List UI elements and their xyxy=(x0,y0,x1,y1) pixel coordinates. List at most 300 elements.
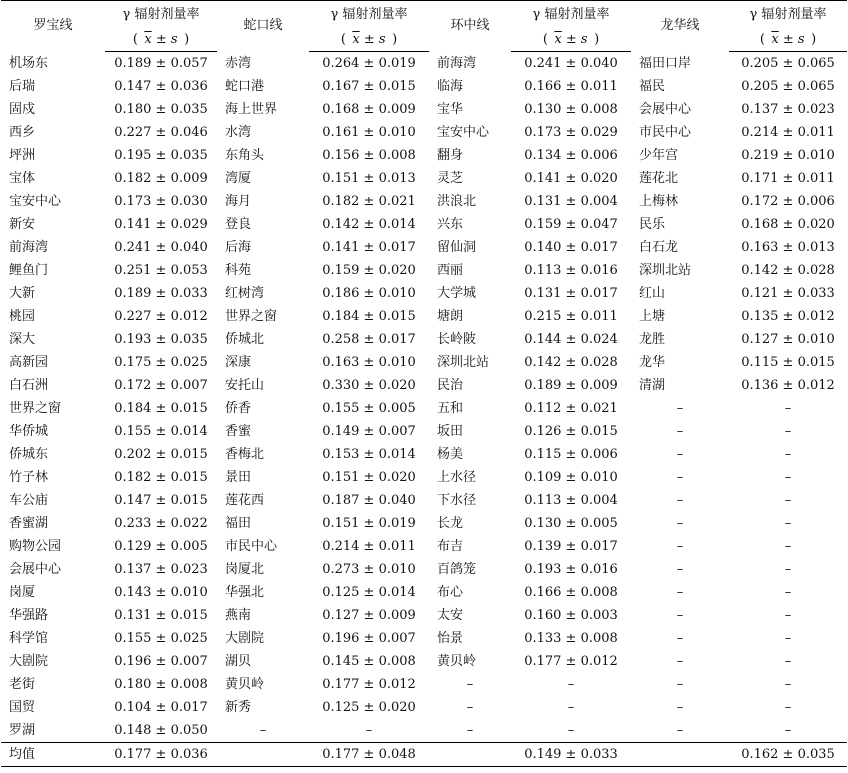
mean-empty-cell xyxy=(217,743,309,767)
station-name-cell: 少年宫 xyxy=(639,148,679,163)
dose-value-cell: 0.241 ± 0.040 xyxy=(524,56,618,71)
dose-value-cell: 0.134 ± 0.006 xyxy=(524,148,618,163)
station-name-cell: 深康 xyxy=(225,355,252,370)
dose-value-cell: 0.142 ± 0.028 xyxy=(741,263,835,278)
station-name-cell: 上梅林 xyxy=(639,194,679,209)
plus-minus: ± xyxy=(155,32,167,47)
dose-value-cell: 0.113 ± 0.004 xyxy=(524,493,618,508)
dose-value-cell: 0.113 ± 0.016 xyxy=(524,263,618,278)
dose-value-cell: 0.151 ± 0.019 xyxy=(322,516,416,531)
station-name-cell: 莲花北 xyxy=(639,171,679,186)
dose-value-cell: 0.172 ± 0.006 xyxy=(741,194,835,209)
station-name-cell: 蛇口港 xyxy=(225,79,265,94)
table-row xyxy=(1,558,847,581)
dose-value-cell: 0.180 ± 0.035 xyxy=(114,102,208,117)
dose-value-cell: 0.173 ± 0.029 xyxy=(524,125,618,140)
station-name-cell: 会展中心 xyxy=(9,562,62,577)
dose-value-cell: – xyxy=(784,700,792,715)
mean-label: 均值 xyxy=(1,743,105,767)
paren-open: ( xyxy=(759,32,765,47)
station-name-cell: – xyxy=(676,516,684,531)
dose-value-cell: 0.129 ± 0.005 xyxy=(114,539,208,554)
dose-value-cell: 0.130 ± 0.005 xyxy=(524,516,618,531)
station-name-cell: 市民中心 xyxy=(225,539,278,554)
table-row xyxy=(1,604,847,627)
dose-value-cell: 0.171 ± 0.011 xyxy=(741,171,835,186)
dose-value-cell: 0.227 ± 0.012 xyxy=(114,309,208,324)
table-row xyxy=(1,627,847,650)
station-name-cell: 香梅北 xyxy=(225,447,265,462)
station-name-cell: 赤湾 xyxy=(225,55,252,71)
station-name-cell: 岗厦北 xyxy=(225,562,265,577)
station-name-cell: 下水径 xyxy=(437,493,477,508)
sd-symbol: s xyxy=(170,32,178,47)
dose-value-cell: 0.182 ± 0.021 xyxy=(322,194,416,209)
dose-value-cell: – xyxy=(784,401,792,416)
station-name-cell: 宝体 xyxy=(9,171,36,186)
table-row xyxy=(1,512,847,535)
dose-value-cell: 0.205 ± 0.065 xyxy=(741,79,835,94)
station-name-cell: 黄贝岭 xyxy=(437,654,477,669)
table-row xyxy=(1,98,847,121)
station-name-cell: – xyxy=(676,539,684,554)
station-name-cell: 深大 xyxy=(9,332,36,347)
dose-value-cell: 0.214 ± 0.011 xyxy=(322,539,416,554)
mean-symbol: $\overline{x}$ xyxy=(352,32,360,47)
station-name-cell: 前海湾 xyxy=(437,55,477,71)
table-row xyxy=(1,351,847,374)
station-name-cell: – xyxy=(676,424,684,439)
dose-value-cell: 0.143 ± 0.010 xyxy=(114,585,208,600)
paren-close: ) xyxy=(184,32,190,47)
dose-value-cell: 0.214 ± 0.011 xyxy=(741,125,835,140)
dose-value-cell: 0.182 ± 0.009 xyxy=(114,171,208,186)
header-value-sub xyxy=(729,29,847,52)
dose-value-cell: 0.141 ± 0.029 xyxy=(114,217,208,232)
dose-value-cell: 0.219 ± 0.010 xyxy=(741,148,835,163)
table-row xyxy=(1,420,847,443)
dose-value-cell: 0.121 ± 0.033 xyxy=(741,286,835,301)
dose-value-cell: 0.163 ± 0.010 xyxy=(322,355,416,370)
table-row xyxy=(1,443,847,466)
dose-value-cell: 0.155 ± 0.025 xyxy=(114,631,208,646)
station-name-cell: 大剧院 xyxy=(9,654,49,669)
dose-value-cell: 0.144 ± 0.024 xyxy=(524,332,618,347)
station-name-cell: 白石龙 xyxy=(639,240,679,255)
dose-value-cell: – xyxy=(784,539,792,554)
station-name-cell: 国贸 xyxy=(9,700,36,715)
station-name-cell: 机场东 xyxy=(9,55,49,71)
table-row xyxy=(1,144,847,167)
paren-close: ) xyxy=(594,32,600,47)
header-value-title: γ 辐射剂量率 xyxy=(105,1,217,30)
table-row xyxy=(1,190,847,213)
mean-symbol: $\overline{x}$ xyxy=(144,32,152,47)
station-name-cell: 老街 xyxy=(9,677,36,692)
dose-value-cell: – xyxy=(784,424,792,439)
dose-value-cell: 0.141 ± 0.017 xyxy=(322,240,416,255)
station-name-cell: 海上世界 xyxy=(225,102,278,117)
dose-value-cell: 0.168 ± 0.020 xyxy=(741,217,835,232)
station-name-cell: 竹子林 xyxy=(9,470,49,485)
dose-value-cell: 0.193 ± 0.035 xyxy=(114,332,208,347)
station-name-cell: 民治 xyxy=(437,378,464,393)
dose-value-cell: 0.145 ± 0.008 xyxy=(322,654,416,669)
station-name-cell: 华强路 xyxy=(9,608,49,623)
dose-value-cell: – xyxy=(784,470,792,485)
dose-value-cell: 0.137 ± 0.023 xyxy=(741,102,835,117)
dose-value-cell: 0.115 ± 0.015 xyxy=(741,355,835,370)
station-name-cell: 购物公园 xyxy=(9,539,62,554)
dose-value-cell: 0.227 ± 0.046 xyxy=(114,125,208,140)
station-name-cell: – xyxy=(676,562,684,577)
dose-value-cell: 0.233 ± 0.022 xyxy=(114,516,208,531)
dose-value-cell: 0.196 ± 0.007 xyxy=(322,631,416,646)
station-name-cell: 世界之窗 xyxy=(9,401,62,416)
station-name-cell: 香蜜湖 xyxy=(9,516,49,531)
dose-value-cell: 0.131 ± 0.004 xyxy=(524,194,618,209)
dose-value-cell: 0.159 ± 0.047 xyxy=(524,217,618,232)
dose-value-cell: 0.184 ± 0.015 xyxy=(114,401,208,416)
station-name-cell: 深圳北站 xyxy=(437,355,490,370)
station-name-cell: 景田 xyxy=(225,470,252,485)
station-name-cell: 岗厦 xyxy=(9,585,36,600)
dose-value-cell: 0.135 ± 0.012 xyxy=(741,309,835,324)
dose-value-cell: 0.151 ± 0.020 xyxy=(322,470,416,485)
station-name-cell: 登良 xyxy=(225,217,252,232)
dose-value-cell: 0.166 ± 0.011 xyxy=(524,79,618,94)
station-name-cell: 上塘 xyxy=(639,309,666,324)
dose-value-cell: – xyxy=(567,723,575,738)
table-row xyxy=(1,466,847,489)
station-name-cell: 湾厦 xyxy=(225,171,252,186)
dose-value-cell: 0.149 ± 0.007 xyxy=(322,424,416,439)
dose-value-cell: – xyxy=(784,677,792,692)
table-row xyxy=(1,696,847,719)
table-row xyxy=(1,535,847,558)
dose-value-cell: 0.147 ± 0.036 xyxy=(114,79,208,94)
table-row xyxy=(1,673,847,696)
dose-value-cell: – xyxy=(784,608,792,623)
station-name-cell: 怡景 xyxy=(437,631,464,646)
header-value-title: γ 辐射剂量率 xyxy=(511,1,631,30)
dose-value-cell: – xyxy=(567,700,575,715)
station-name-cell: 水湾 xyxy=(225,125,252,140)
station-name-cell: – xyxy=(676,585,684,600)
dose-value-cell: 0.131 ± 0.015 xyxy=(114,608,208,623)
header-line-longhua: 龙华线 xyxy=(631,1,729,52)
station-name-cell: – xyxy=(466,723,474,738)
station-name-cell: 东角头 xyxy=(225,148,265,163)
station-name-cell: 布心 xyxy=(437,585,464,600)
station-name-cell: 香蜜 xyxy=(225,424,252,439)
dose-value-cell: 0.137 ± 0.023 xyxy=(114,562,208,577)
table-row xyxy=(1,397,847,420)
table-row xyxy=(1,650,847,673)
dose-value-cell: 0.195 ± 0.035 xyxy=(114,148,208,163)
mean-row xyxy=(1,743,847,767)
dose-value-cell: 0.127 ± 0.009 xyxy=(322,608,416,623)
table-row xyxy=(1,282,847,305)
header-line-luobao: 罗宝线 xyxy=(1,1,105,52)
table-row xyxy=(1,328,847,351)
mean-symbol: $\overline{x}$ xyxy=(554,32,562,47)
dose-value-cell: 0.202 ± 0.015 xyxy=(114,447,208,462)
station-name-cell: 华侨城 xyxy=(9,424,49,439)
mean-empty-cell xyxy=(631,743,729,767)
dose-value-cell: 0.133 ± 0.008 xyxy=(524,631,618,646)
station-name-cell: 民乐 xyxy=(639,217,666,232)
station-name-cell: 龙华 xyxy=(639,355,666,370)
station-name-cell: – xyxy=(676,608,684,623)
station-name-cell: 福田 xyxy=(225,516,252,531)
station-name-cell: 布吉 xyxy=(437,539,464,554)
station-name-cell: 燕南 xyxy=(225,608,252,623)
table-row xyxy=(1,52,847,76)
station-name-cell: 坂田 xyxy=(437,424,464,439)
dose-value-cell: – xyxy=(784,723,792,738)
paren-open: ( xyxy=(132,32,138,47)
paren-close: ) xyxy=(392,32,398,47)
table-row xyxy=(1,259,847,282)
dose-value-cell: 0.189 ± 0.033 xyxy=(114,286,208,301)
mean-value-cell: 0.177 ± 0.048 xyxy=(309,743,429,767)
dose-value-cell: 0.167 ± 0.015 xyxy=(322,79,416,94)
dose-value-cell: 0.125 ± 0.014 xyxy=(322,585,416,600)
table-row xyxy=(1,719,847,743)
station-name-cell: 罗湖 xyxy=(9,723,36,738)
dose-value-cell: 0.155 ± 0.014 xyxy=(114,424,208,439)
table-body xyxy=(1,52,847,767)
table-row xyxy=(1,374,847,397)
station-name-cell: 兴东 xyxy=(437,217,464,232)
plus-minus: ± xyxy=(363,32,375,47)
dose-value-cell: 0.172 ± 0.007 xyxy=(114,378,208,393)
station-name-cell: 灵芝 xyxy=(437,171,464,186)
dose-value-cell: 0.125 ± 0.020 xyxy=(322,700,416,715)
plus-minus: ± xyxy=(565,32,577,47)
dose-value-cell: 0.241 ± 0.040 xyxy=(114,240,208,255)
table-row xyxy=(1,75,847,98)
header-value-title: γ 辐射剂量率 xyxy=(729,1,847,30)
plus-minus: ± xyxy=(782,32,794,47)
station-name-cell: 高新园 xyxy=(9,355,49,370)
station-name-cell: 侨城东 xyxy=(9,447,49,462)
dose-value-cell: 0.142 ± 0.028 xyxy=(524,355,618,370)
station-name-cell: 宝安中心 xyxy=(9,194,62,209)
header-line-shekou: 蛇口线 xyxy=(217,1,309,52)
station-name-cell: 科苑 xyxy=(225,263,252,278)
dose-value-cell: 0.187 ± 0.040 xyxy=(322,493,416,508)
dose-value-cell: 0.189 ± 0.009 xyxy=(524,378,618,393)
station-name-cell: 侨香 xyxy=(225,401,252,416)
station-name-cell: 清湖 xyxy=(639,378,666,393)
station-name-cell: – xyxy=(259,723,267,738)
sd-symbol: s xyxy=(797,32,805,47)
dose-value-cell: 0.264 ± 0.019 xyxy=(322,56,416,71)
header-value-sub xyxy=(511,29,631,52)
station-name-cell: 上水径 xyxy=(437,470,477,485)
dose-value-cell: 0.126 ± 0.015 xyxy=(524,424,618,439)
dose-value-cell: 0.155 ± 0.005 xyxy=(322,401,416,416)
station-name-cell: 桃园 xyxy=(9,309,36,324)
station-name-cell: 红树湾 xyxy=(225,286,265,301)
dose-value-cell: 0.258 ± 0.017 xyxy=(322,332,416,347)
dose-value-cell: – xyxy=(784,493,792,508)
station-name-cell: 西乡 xyxy=(9,125,36,140)
station-name-cell: 太安 xyxy=(437,608,464,623)
header-value-title: γ 辐射剂量率 xyxy=(309,1,429,30)
station-name-cell: 翻身 xyxy=(437,148,464,163)
station-name-cell: – xyxy=(676,723,684,738)
station-name-cell: – xyxy=(676,631,684,646)
station-name-cell: 长龙 xyxy=(437,516,464,531)
station-name-cell: – xyxy=(676,493,684,508)
station-name-cell: 深圳北站 xyxy=(639,263,692,278)
dose-value-cell: 0.140 ± 0.017 xyxy=(524,240,618,255)
station-name-cell: 固戍 xyxy=(9,102,36,117)
dose-value-cell: 0.127 ± 0.010 xyxy=(741,332,835,347)
station-name-cell: 海月 xyxy=(225,194,252,209)
dose-value-cell: 0.147 ± 0.015 xyxy=(114,493,208,508)
station-name-cell: 后瑞 xyxy=(9,79,36,94)
dose-value-cell: 0.104 ± 0.017 xyxy=(114,700,208,715)
station-name-cell: 大剧院 xyxy=(225,631,265,646)
station-name-cell: 车公庙 xyxy=(9,493,49,508)
dose-value-cell: – xyxy=(784,585,792,600)
dose-value-cell: 0.205 ± 0.065 xyxy=(741,56,835,71)
paren-open: ( xyxy=(340,32,346,47)
station-name-cell: 百鸽笼 xyxy=(437,562,477,577)
mean-value-cell: 0.177 ± 0.036 xyxy=(105,743,217,767)
dose-value-cell: 0.131 ± 0.017 xyxy=(524,286,618,301)
dose-value-cell: 0.112 ± 0.021 xyxy=(524,401,618,416)
dose-value-cell: 0.251 ± 0.053 xyxy=(114,263,208,278)
table-row xyxy=(1,167,847,190)
dose-value-cell: – xyxy=(784,447,792,462)
dose-value-cell: – xyxy=(365,723,373,738)
station-name-cell: 留仙洞 xyxy=(437,240,477,255)
table-row xyxy=(1,305,847,328)
dose-value-cell: 0.168 ± 0.009 xyxy=(322,102,416,117)
dose-value-cell: 0.153 ± 0.014 xyxy=(322,447,416,462)
station-name-cell: 侨城北 xyxy=(225,332,265,347)
sd-symbol: s xyxy=(580,32,588,47)
station-name-cell: 塘朗 xyxy=(437,309,464,324)
station-name-cell: 西丽 xyxy=(437,263,464,278)
dose-value-cell: 0.166 ± 0.008 xyxy=(524,585,618,600)
station-name-cell: 华强北 xyxy=(225,585,265,600)
dose-value-cell: 0.161 ± 0.010 xyxy=(322,125,416,140)
station-name-cell: 临海 xyxy=(437,79,464,94)
dose-value-cell: 0.215 ± 0.011 xyxy=(524,309,618,324)
station-name-cell: 龙胜 xyxy=(639,332,666,347)
dose-value-cell: 0.142 ± 0.014 xyxy=(322,217,416,232)
station-name-cell: 新安 xyxy=(9,217,36,232)
dose-value-cell: 0.148 ± 0.050 xyxy=(114,723,208,738)
header-value-sub xyxy=(309,29,429,52)
dose-value-cell: 0.159 ± 0.020 xyxy=(322,263,416,278)
dose-value-cell: – xyxy=(784,516,792,531)
mean-symbol: $\overline{x}$ xyxy=(771,32,779,47)
station-name-cell: 黄贝岭 xyxy=(225,677,265,692)
station-name-cell: – xyxy=(676,447,684,462)
table-row xyxy=(1,121,847,144)
dose-value-cell: 0.173 ± 0.030 xyxy=(114,194,208,209)
dose-value-cell: 0.163 ± 0.013 xyxy=(741,240,835,255)
station-name-cell: 新秀 xyxy=(225,700,252,715)
station-name-cell: 坪洲 xyxy=(9,148,36,163)
dose-value-cell: 0.177 ± 0.012 xyxy=(524,654,618,669)
table-row xyxy=(1,489,847,512)
station-name-cell: 前海湾 xyxy=(9,240,49,255)
table-row xyxy=(1,213,847,236)
table-header xyxy=(1,1,847,52)
dose-value-cell: 0.151 ± 0.013 xyxy=(322,171,416,186)
dose-value-cell: 0.180 ± 0.008 xyxy=(114,677,208,692)
dose-value-cell: 0.115 ± 0.006 xyxy=(524,447,618,462)
station-name-cell: 科学馆 xyxy=(9,631,49,646)
station-name-cell: – xyxy=(676,401,684,416)
station-name-cell: – xyxy=(466,700,474,715)
sd-symbol: s xyxy=(378,32,386,47)
station-name-cell: – xyxy=(676,700,684,715)
station-name-cell: 福田口岸 xyxy=(639,55,692,71)
station-name-cell: 红山 xyxy=(639,286,666,301)
station-name-cell: 安托山 xyxy=(225,378,265,393)
station-name-cell: – xyxy=(676,470,684,485)
dose-value-cell: 0.139 ± 0.017 xyxy=(524,539,618,554)
dose-value-cell: 0.184 ± 0.015 xyxy=(322,309,416,324)
station-name-cell: 宝安中心 xyxy=(437,125,490,140)
paren-open: ( xyxy=(542,32,548,47)
dose-value-cell: 0.136 ± 0.012 xyxy=(741,378,835,393)
station-name-cell: 市民中心 xyxy=(639,125,692,140)
dose-value-cell: 0.141 ± 0.020 xyxy=(524,171,618,186)
station-name-cell: 会展中心 xyxy=(639,102,692,117)
table-row xyxy=(1,581,847,604)
mean-value-cell: 0.149 ± 0.033 xyxy=(511,743,631,767)
dose-value-cell: 0.109 ± 0.010 xyxy=(524,470,618,485)
radiation-table-container xyxy=(1,0,847,767)
station-name-cell: 大学城 xyxy=(437,286,477,301)
station-name-cell: – xyxy=(676,654,684,669)
station-name-cell: 洪浪北 xyxy=(437,194,477,209)
dose-value-cell: 0.182 ± 0.015 xyxy=(114,470,208,485)
radiation-dose-table xyxy=(1,0,847,767)
mean-value-cell: 0.162 ± 0.035 xyxy=(729,743,847,767)
dose-value-cell: – xyxy=(784,562,792,577)
dose-value-cell: 0.177 ± 0.012 xyxy=(322,677,416,692)
station-name-cell: 湖贝 xyxy=(225,654,252,669)
dose-value-cell: 0.196 ± 0.007 xyxy=(114,654,208,669)
dose-value-cell: 0.156 ± 0.008 xyxy=(322,148,416,163)
dose-value-cell: 0.186 ± 0.010 xyxy=(322,286,416,301)
station-name-cell: 白石洲 xyxy=(9,378,49,393)
dose-value-cell: – xyxy=(567,677,575,692)
station-name-cell: – xyxy=(676,677,684,692)
station-name-cell: 后海 xyxy=(225,240,252,255)
dose-value-cell: – xyxy=(784,631,792,646)
station-name-cell: – xyxy=(466,677,474,692)
dose-value-cell: 0.175 ± 0.025 xyxy=(114,355,208,370)
dose-value-cell: – xyxy=(784,654,792,669)
station-name-cell: 长岭陂 xyxy=(437,332,477,347)
header-line-huanzhong: 环中线 xyxy=(429,1,511,52)
station-name-cell: 莲花西 xyxy=(225,493,265,508)
dose-value-cell: 0.130 ± 0.008 xyxy=(524,102,618,117)
dose-value-cell: 0.330 ± 0.020 xyxy=(322,378,416,393)
